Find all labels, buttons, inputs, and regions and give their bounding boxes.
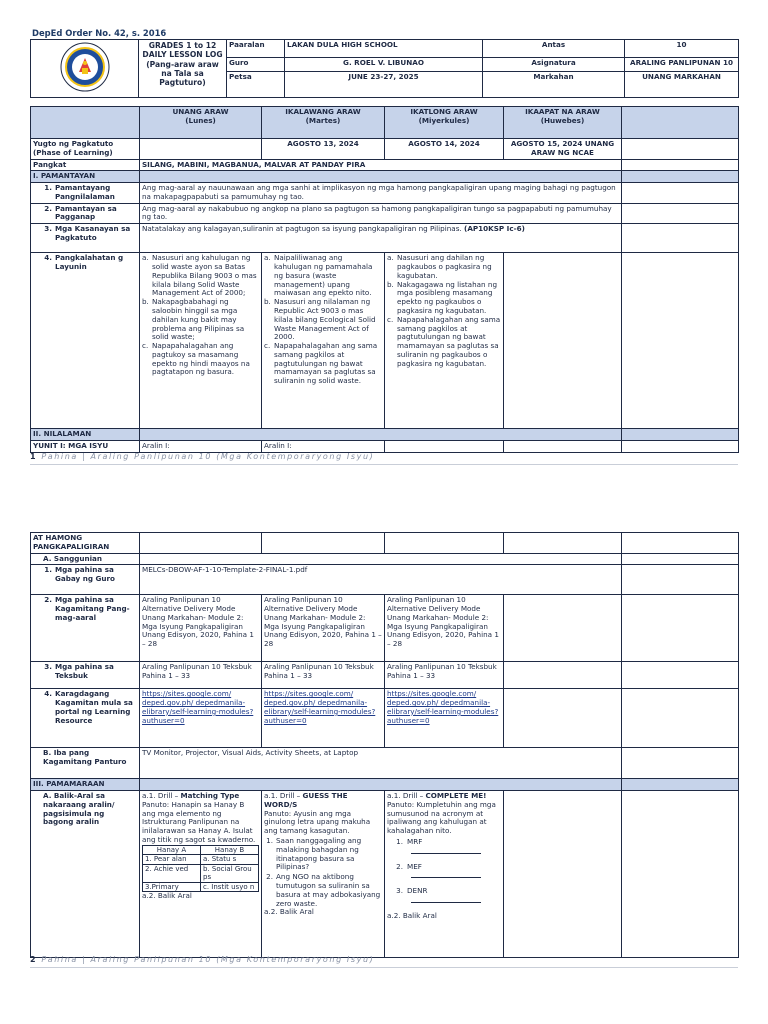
kagamitan-day1: Araling Panlipunan 10 Alternative Delivery Mode Unang Markahan- Module 2: Mga Isyung Pangkapaligiran Unang Edisyon, 2020, Pahina 1 – 28 [140,595,262,662]
match-b: a. Statu s [201,855,259,865]
balik-day3 [385,791,504,958]
cont-extra [622,533,739,554]
list-marker: c. [387,314,394,324]
kasanayan-text: Natatalakay ang kalagayan,suliranin at pagtugon sa isyung pangkapaligiran ng Pilipinas. [142,224,462,234]
phase-label: Yugto ng Pagkatuto (Phase of Learning) [31,139,140,160]
balik-aral-label: A. Balik-Aral sa nakaraang aralin/ pagsisimula ng bagong aralin [31,791,140,958]
list-text: Naipaliliwanag ang kahulugan ng pamamahala ng basura (waste management) upang maiwasan ang epekto nito. [274,253,373,298]
page-footer-1 [30,452,374,462]
day-sub: (Miyerkules) [418,115,470,125]
kasanayan-cell [140,224,622,253]
log-title: GRADES 1 to 12 DAILY LESSON LOG (Pang-araw araw na Tala sa Pagtuturo) [139,40,227,98]
pangnilalaman-label-cell [31,183,140,204]
list-marker: a. [142,253,149,263]
balik-day2 [262,791,385,958]
teksbuk-day4 [504,662,622,689]
list-marker: 2. [266,872,273,882]
list-marker: c. [142,341,149,351]
list-item [387,863,501,872]
teksbuk-label: Mga pahina sa Teksbuk [55,662,114,681]
nilalaman-section-extra [622,429,739,441]
kagamitan-day4 [504,595,622,662]
list-marker: 2. [396,861,403,871]
list-text: MRF [407,837,423,847]
header-table [30,39,739,98]
item-number: 2. [44,203,52,213]
gabay-value: MELCs-DBOW-AF-1-10-Template-2-FINAL-1.pdf [140,565,622,595]
day-sub: (Lunes) [185,115,216,125]
balik-aral-day1: a.2. Balik Aral [142,891,192,901]
matching-table [142,845,259,893]
pamantayan-section: I. PAMANTAYAN [31,171,140,183]
answer-line [387,847,501,857]
sanggunian-label: A. Sanggunian [31,553,140,565]
phase-day2: AGOSTO 13, 2024 [262,139,385,160]
markahan-label: Markahan [483,72,625,98]
nilalaman-section-fill [140,429,622,441]
deped-seal-icon [60,42,110,92]
lesson-table-page2 [30,532,739,958]
teksbuk-day3: Araling Panlipunan 10 Teksbuk Pahina 1 – 33 [385,662,504,689]
pagganap-label-cell [31,203,140,224]
page-footer-2 [30,955,374,965]
drill-prefix: a.1. Drill – [142,791,181,801]
karagdagang-extra [622,689,739,748]
list-text: Napapahalagahan ang sama samang pagkilos at pagtutulungan ng bawat mamamayan sa paglutas sa suliranin ng pagkaubos o pagkasira ng kagubatan. [397,314,501,368]
teksbuk-label-cell [31,662,140,689]
list-item [264,837,382,872]
gabay-extra [622,565,739,595]
gabay-label: Mga pahina sa Gabay ng Guro [55,565,115,584]
day-sub: (Martes) [305,115,341,125]
antas-value: 10 [625,40,739,58]
panuto-day3: Panuto: Kumpletuhin ang mga sumusunod na acronym at ipaliwang ang kahulugan at kahalagahan nito. [387,799,496,836]
day-header-extra [622,107,739,139]
item-number: 2. [44,595,52,605]
list-item [264,342,382,386]
drill-title: Matching Type [180,791,240,801]
petsa-label: Petsa [227,72,285,98]
list-item [387,887,501,896]
list-item [387,281,501,316]
cont-day2 [262,533,385,554]
balik-aral-day3: a.2. Balik Aral [387,910,437,920]
kagamitan-day2: Araling Panlipunan 10 Alternative Delivery Mode Unang Markahan- Module 2: Mga Isyung Pangkapaligiran Unang Edisyon, 2020, Pahina 1 – 28 [262,595,385,662]
item-number: 1. [44,565,52,575]
day-header-3 [385,107,504,139]
item-number: 3. [44,662,52,672]
list-text: Napapahalagahan ang pagtukoy sa masamang epekto ng hindi maayos na pagtatapon ng basura. [152,341,250,377]
balik-day4 [504,791,622,958]
list-text: DENR [407,886,428,896]
day-name: UNANG ARAW [172,107,229,116]
kasanayan-label-cell [31,224,140,253]
teksbuk-extra [622,662,739,689]
item-number: 4. [44,689,52,699]
karagdagang-label-cell [31,689,140,748]
aralin-extra [622,441,739,453]
layunin-day2-list [264,254,382,386]
paaralan-label: Paaralan [227,40,285,58]
hanay-b-header: Hanay B [201,845,259,855]
kagamitan-label: Mga pahina sa Kagamitang Pang-mag-aaral [55,595,130,622]
pagganap-text: Ang mag-aaral ay nakabubuo ng angkop na plano sa pagtugon sa hamong pangkapaligiran tungo sa pagpapabuti ng pamumuhay ng tao. [140,203,622,224]
list-marker: c. [264,341,271,351]
pangkat-extra [622,159,739,171]
answer-blank[interactable] [411,847,481,854]
cont-day3 [385,533,504,554]
drill-prefix: a.1. Drill – [264,791,303,801]
layunin-extra [622,253,739,429]
asignatura-value: ARALING PANLIPUNAN 10 [625,58,739,72]
aralin-day4 [504,441,622,453]
list-marker: b. [142,297,149,307]
day-header-4 [504,107,622,139]
match-b: b. Social Grou ps [201,864,259,882]
pamamaraan-section-fill [140,779,622,791]
karagdagang-day4 [504,689,622,748]
list-item [387,316,501,369]
pangkat-label: Pangkat [31,159,140,171]
drill-title-day2 [264,792,382,810]
answer-line [387,871,501,881]
day-name: IKALAWANG ARAW [285,107,361,116]
list-marker: a. [264,253,271,263]
guro-label: Guro [227,58,285,72]
sanggunian-fill [140,553,622,565]
layunin-day1 [140,253,262,429]
kasanayan-label: Mga Kasanayan sa Pagkatuto [55,224,131,243]
layunin-label: Pangkalahatan g Layunin [55,253,124,272]
drill-title: COMPLETE ME! [425,791,487,801]
kasanayan-extra [622,224,739,253]
balik-day1 [140,791,262,958]
yunit-label-part2: AT HAMONG PANGKAPALIGIRAN [31,533,140,554]
list-text: Napapahalagahan ang sama samang pagkilos at pagtutulungan ng bawat mamamayan sa paglutas sa suliranin ng solid waste. [274,341,378,386]
phase-day1 [140,139,262,160]
resource-link[interactable]: https://sites.google.com/ deped.gov.ph/ depedmanila-elibrary/self-learning-modules? authuser=0 [142,689,254,725]
balik-extra [622,791,739,958]
pamamaraan-section: III. PAMAMARAAN [31,779,140,791]
pamantayan-section-fill [140,171,622,183]
layunin-label-cell [31,253,140,429]
paaralan-value: LAKAN DULA HIGH SCHOOL [285,40,483,58]
pangkat-value: SILANG, MABINI, MAGBANUA, MALVAR AT PANDAY PIRA [140,159,622,171]
markahan-value: UNANG MARKAHAN [625,72,739,98]
aralin-day3 [385,441,504,453]
pangnilalaman-extra [622,183,739,204]
iba-value: TV Monitor, Projector, Visual Aids, Activity Sheets, at Laptop [140,748,622,779]
phase-day4: AGOSTO 15, 2024 UNANG ARAW NG NCAE [504,139,622,160]
drill-prefix: a.1. Drill – [387,791,426,801]
list-marker: b. [264,297,271,307]
pamantayan-section-extra [622,171,739,183]
list-marker: a. [387,253,394,263]
iba-label: B. Iba pang Kagamitang Panturo [31,748,140,779]
list-marker: b. [387,279,394,289]
list-marker: 3. [396,886,403,896]
hanay-a-header: Hanay A [143,845,201,855]
asignatura-label: Asignatura [483,58,625,72]
pagganap-label: Pamantayan sa Pagganap [55,203,117,222]
karagdagang-label: Karagdagang Kagamitan mula sa portal ng Learning Resource [55,689,133,725]
phase-day3: AGOSTO 14, 2024 [385,139,504,160]
cont-day1 [140,533,262,554]
kagamitan-extra [622,595,739,662]
list-text: MEF [407,861,422,871]
karagdagang-day2 [262,689,385,748]
footer-divider [30,967,738,968]
list-item [142,342,259,377]
list-item [264,254,382,298]
yunit-label-part1: YUNIT I: MGA ISYU [31,441,140,453]
lesson-table-page1 [30,106,739,453]
layunin-day3-list [387,254,501,368]
list-item [264,873,382,908]
deped-seal-cell [31,40,139,98]
match-b: c. Instit usyo n [201,882,259,892]
karagdagang-day1 [140,689,262,748]
item-number: 3. [44,224,52,234]
antas-label: Antas [483,40,625,58]
panuto-day2: Panuto: Ayusin ang mga ginulong letra upang makuha ang tamang kasagutan. [264,808,371,836]
list-marker: 1. [266,836,273,846]
layunin-day2 [262,253,385,429]
list-text: Saan nanggagaling ang malaking bahagdan ng itinatapong basura sa Pilipinas? [276,836,362,872]
aralin-day2: Aralin I: [262,441,385,453]
item-number: 4. [44,253,52,263]
layunin-day1-list [142,254,259,377]
day-header-1 [140,107,262,139]
item-number: 1. [44,183,52,193]
answer-line [387,896,501,906]
footer-divider [30,464,738,465]
deped-order-title: DepEd Order No. 42, s. 2016 [32,28,167,38]
list-text: Nakapagbabahagi ng saloobin hinggil sa mga dahilan kung bakit may problema ang Pilipinas sa solid waste; [152,297,245,342]
list-text: Nakagagawa ng listahan ng mga posibleng masamang epekto ng pagkaubos o pagkasira ng kagubatan. [397,279,498,315]
nilalaman-section: II. NILALAMAN [31,429,140,441]
pangnilalaman-text: Ang mag-aaral ay nauunawaan ang mga sanhi at implikasyon ng mga hamong pangkapaligiran upang maging bahagi ng pagtugon na makapagpapabuti sa pamumuhay ng tao. [140,183,622,204]
footer-text: Pahina | Araling Panlipunan 10 (Mga Kontemporaryong Isyu) [41,955,375,964]
gabay-label-cell [31,565,140,595]
teksbuk-day1: Araling Panlipunan 10 Teksbuk Pahina 1 – 33 [140,662,262,689]
match-a: 3.Primary [143,882,201,892]
phase-extra [622,139,739,160]
kagamitan-label-cell [31,595,140,662]
list-marker: 1. [396,837,403,847]
aralin-day1: Aralin I: [140,441,262,453]
sanggunian-extra [622,553,739,565]
layunin-day4 [504,253,622,429]
cont-day4 [504,533,622,554]
pamamaraan-section-extra [622,779,739,791]
guro-value: G. ROEL V. LIBUNAO [285,58,483,72]
match-a: 1. Pear alan [143,855,201,865]
list-text: Nasusuri ang dahilan ng pagkaubos o pagkasira ng kagubatan. [397,253,492,280]
page-number: 2 [30,955,38,964]
karagdagang-day3 [385,689,504,748]
drill-title: GUESS THE WORD/S [264,791,348,809]
teksbuk-day2: Araling Panlipunan 10 Teksbuk Pahina 1 – 33 [262,662,385,689]
balik-aral-day2: a.2. Balik Aral [264,907,314,917]
list-item [387,254,501,280]
day-name: IKATLONG ARAW [410,107,478,116]
day-header-empty [31,107,140,139]
list-item [387,838,501,847]
iba-extra [622,748,739,779]
match-a: 2. Achie ved [143,864,201,882]
pagganap-extra [622,203,739,224]
answer-blank[interactable] [411,871,481,878]
day-sub: (Huwebes) [540,115,585,125]
list-text: Ang NGO na aktibong tumutugon sa suliranin sa basura at may adbokasiyang zero waste. [276,872,381,908]
petsa-value: JUNE 23-27, 2025 [285,72,483,98]
footer-text: Pahina | Araling Panlipunan 10 (Mga Kontemporaryong Isyu) [41,452,375,461]
kasanayan-code: (AP10KSP Ic-6) [464,224,525,234]
list-text: Nasusuri ang nilalaman ng Republic Act 9003 o mas kilala bilang Ecological Solid Waste Management Act of 2000. [274,297,376,342]
list-item [142,254,259,298]
resource-link[interactable]: https://sites.google.com/ deped.gov.ph/ depedmanila-elibrary/self-learning-modules? authuser=0 [387,689,499,725]
resource-link[interactable]: https://sites.google.com/ deped.gov.ph/ depedmanila-elibrary/self-learning-modules? authuser=0 [264,689,376,725]
page-number: 1 [30,452,38,461]
list-text: Nasusuri ang kahulugan ng solid waste ayon sa Batas Republika Bilang 9003 o mas kilala bilang Solid Waste Management Act of 2000; [152,253,257,298]
layunin-day3 [385,253,504,429]
panuto-day1: Panuto: Hanapin sa Hanay B ang mga elemento ng Istrukturang Panlipunan na inilalarawan sa Hanay A. Isulat ang titik ng sagot sa kwaderno. [142,799,256,845]
list-item [142,298,259,342]
pangnilalaman-label: Pamantayang Pangnilalaman [55,183,115,201]
kagamitan-day3: Araling Panlipunan 10 Alternative Delivery Mode Unang Markahan- Module 2: Mga Isyung Pangkapaligiran Unang Edisyon, 2020, Pahina 1 – 28 [385,595,504,662]
list-item [264,298,382,342]
day-header-2 [262,107,385,139]
day-name: IKAAPAT NA ARAW [525,107,600,116]
answer-blank[interactable] [411,896,481,903]
